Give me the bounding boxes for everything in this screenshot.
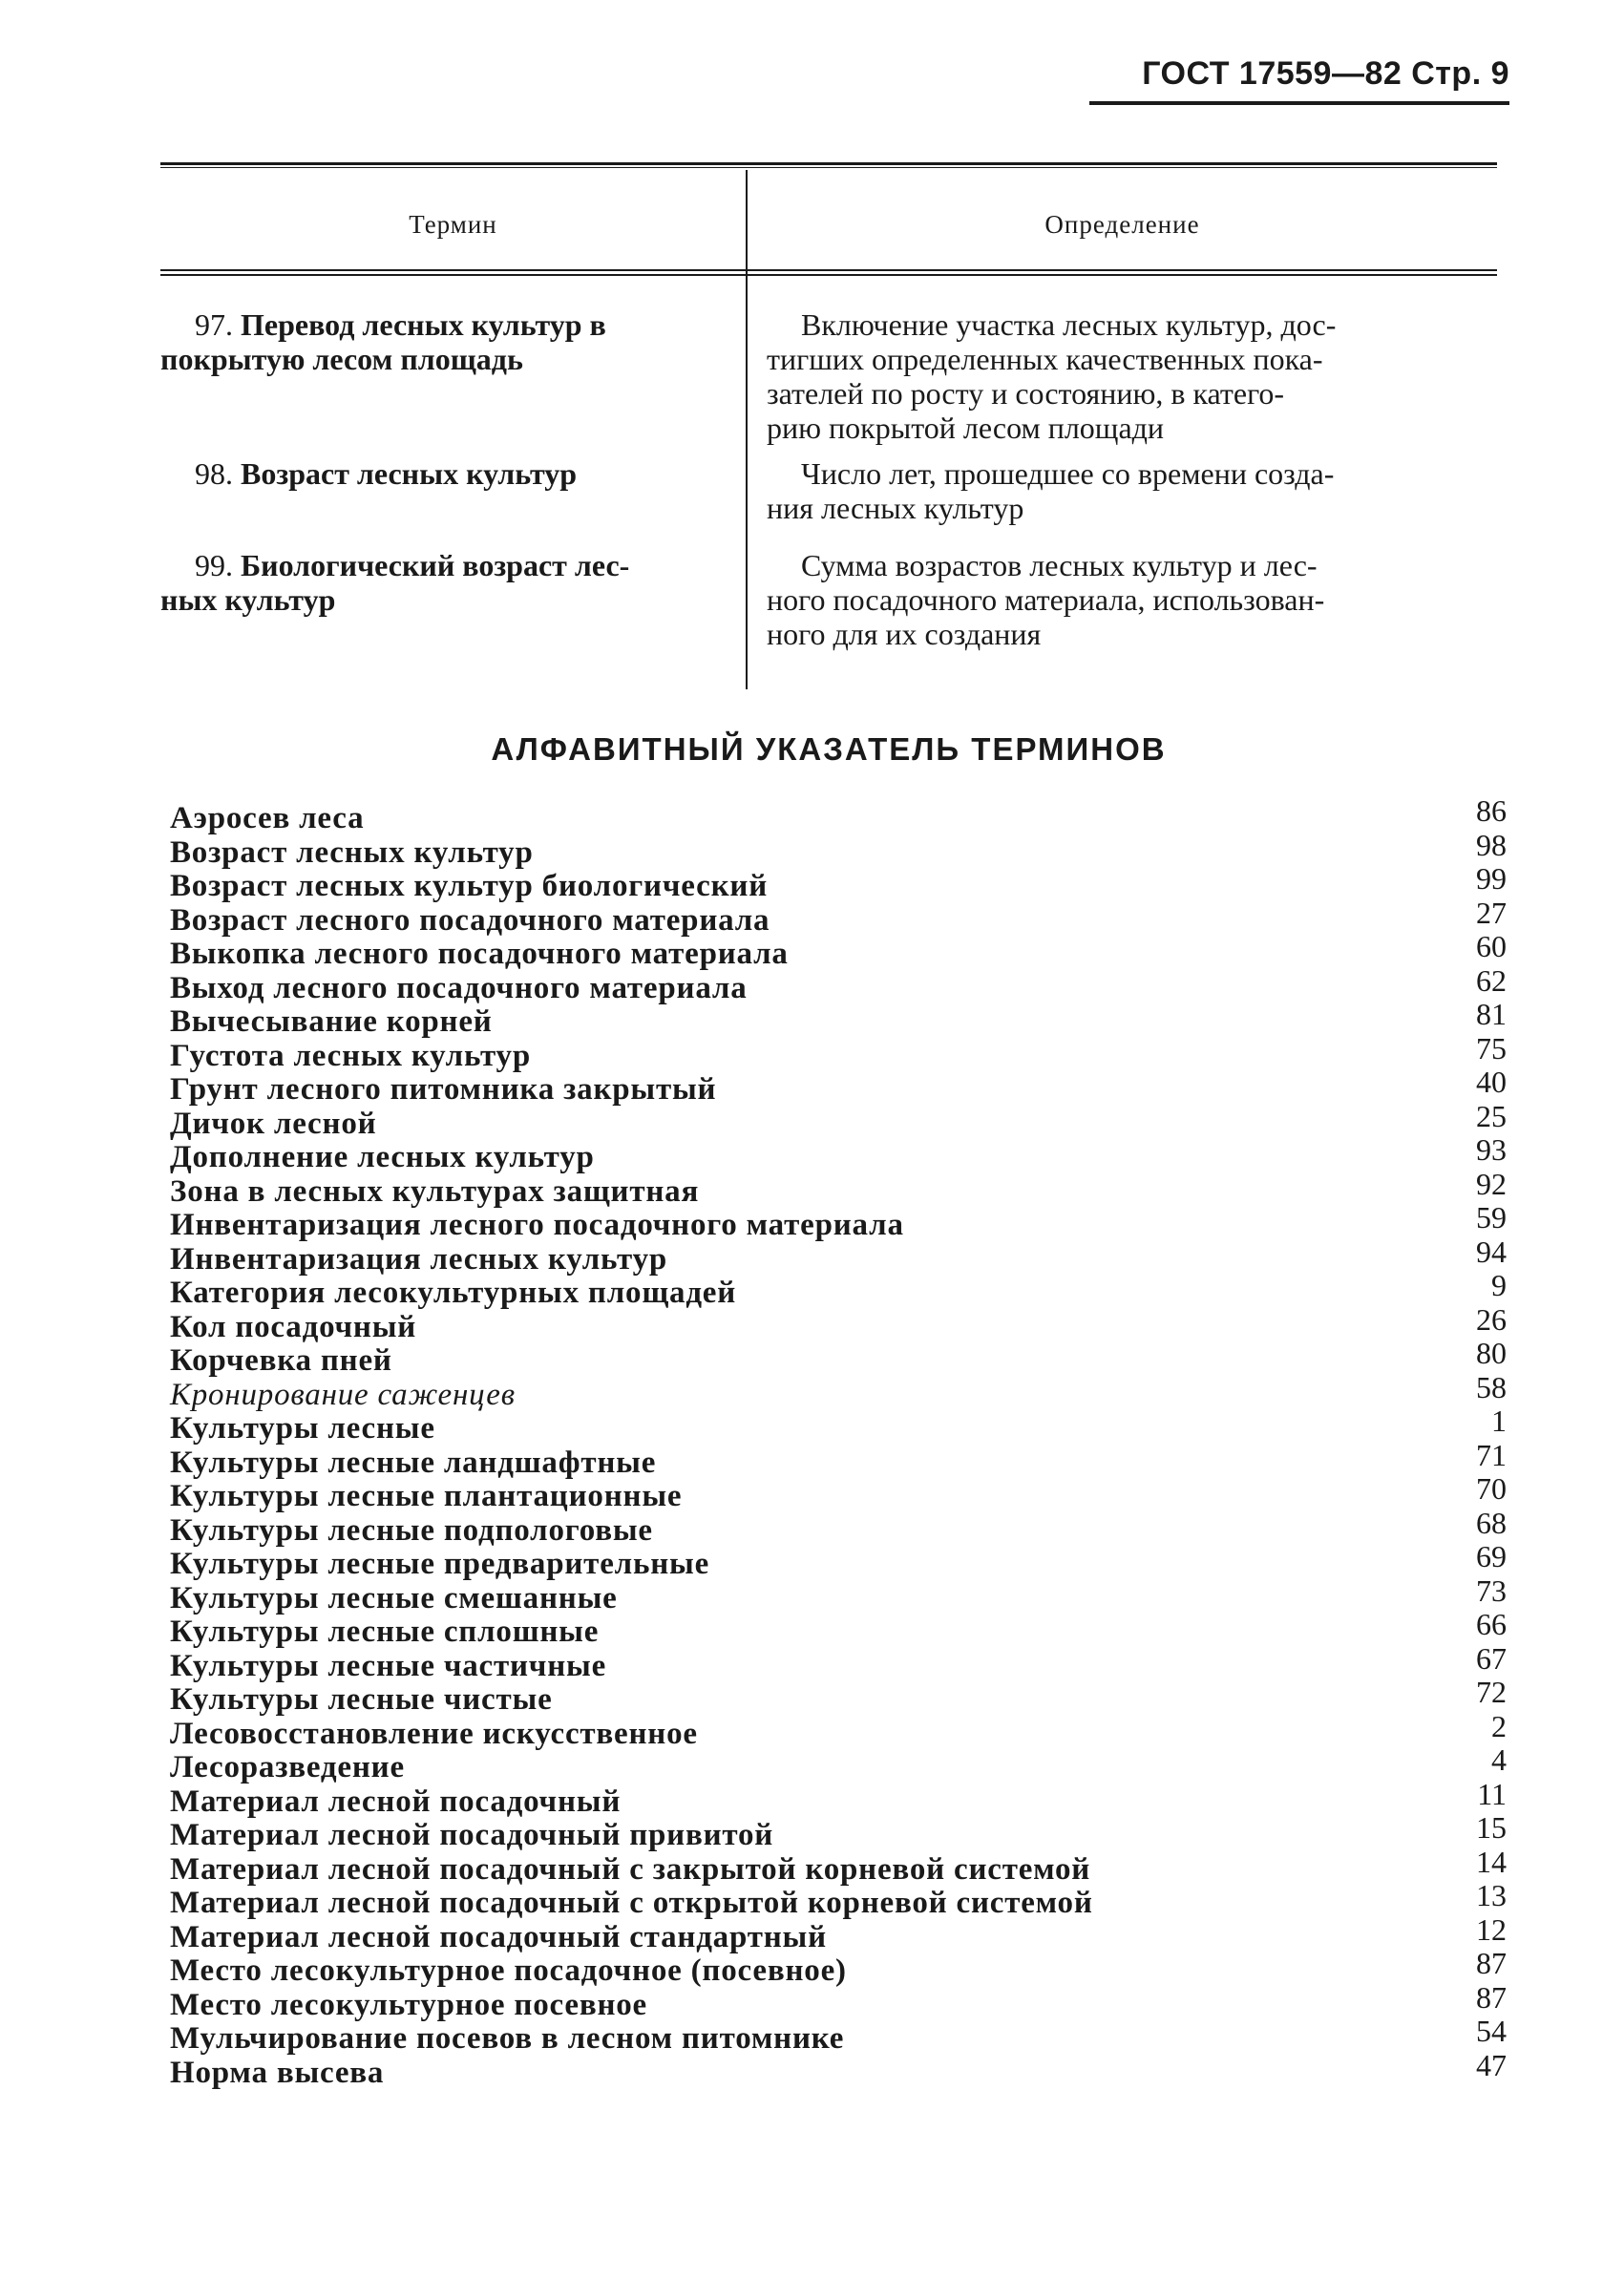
index-entry <box>170 1471 1507 1514</box>
term-text-cont: покрытую лесом площадь <box>160 342 523 376</box>
index-term-number: 4 <box>1491 1742 1507 1777</box>
index-entry <box>170 1301 1507 1345</box>
index-term: Лесоразведение <box>170 1750 405 1784</box>
column-header-term: Термин <box>409 210 497 239</box>
index-term-number: 94 <box>1476 1234 1507 1269</box>
term-cell <box>160 456 724 491</box>
page-header <box>1089 55 1509 105</box>
index-term-number: 11 <box>1477 1776 1507 1811</box>
index-entry <box>170 1437 1507 1481</box>
index-term-number: 70 <box>1476 1471 1507 1506</box>
index-entry <box>170 1742 1507 1785</box>
index-term-number: 59 <box>1476 1200 1507 1235</box>
index-term-number: 47 <box>1476 2047 1507 2082</box>
index-term-number: 98 <box>1476 827 1507 862</box>
index-term-number: 93 <box>1476 1132 1507 1167</box>
index-term: Культуры лесные частичные <box>170 1648 607 1683</box>
index-term-number: 86 <box>1476 793 1507 828</box>
index-term: Возраст лесных культур биологический <box>170 869 769 903</box>
index-term: Культуры лесные ландшафтные <box>170 1445 657 1480</box>
index-entry <box>170 1844 1507 1888</box>
index-entry <box>170 1946 1507 1989</box>
index-entry <box>170 1539 1507 1582</box>
index-entry <box>170 1234 1507 1277</box>
term-text-cont: ных культур <box>160 582 336 617</box>
index-term-number: 68 <box>1476 1505 1507 1540</box>
index-term-number: 27 <box>1476 895 1507 930</box>
term-number: 98. <box>195 456 233 491</box>
definition-line: Сумма возрастов лесных культур и лес- <box>801 548 1318 582</box>
index-term: Возраст лесного посадочного материала <box>170 902 770 938</box>
definition-line: ного посадочного материала, использован- <box>767 582 1325 617</box>
index-term: Выкопка лесного посадочного материала <box>170 937 789 971</box>
index-term: Вычесывание корней <box>170 1004 493 1039</box>
index-term-number: 71 <box>1476 1437 1507 1472</box>
index-term-number: 12 <box>1476 1911 1507 1947</box>
index-term: Дичок лесной <box>170 1106 377 1141</box>
index-entry <box>170 1911 1507 1955</box>
index-term: Выход лесного посадочного материала <box>170 970 748 1005</box>
index-term-number: 75 <box>1476 1030 1507 1066</box>
index-term: Культуры лесные <box>170 1411 435 1446</box>
index-term-number: 40 <box>1476 1065 1507 1099</box>
index-term-number: 73 <box>1476 1573 1507 1608</box>
index-term-number: 66 <box>1476 1607 1507 1641</box>
table-head-rule <box>160 269 1497 276</box>
index-term-number: 92 <box>1476 1166 1507 1201</box>
index-term-number: 87 <box>1476 1979 1507 2015</box>
index-term-number: 99 <box>1476 861 1507 896</box>
term-text: Перевод лесных культур в <box>241 307 606 342</box>
index-entry <box>170 1675 1507 1718</box>
index-entry <box>170 1708 1507 1752</box>
definition-cell <box>767 548 1492 651</box>
definition-line: ного для их создания <box>767 617 1042 651</box>
index-entry <box>170 1132 1507 1175</box>
index-entry <box>170 929 1507 972</box>
index-term-number: 80 <box>1476 1336 1507 1370</box>
index-term: Густота лесных культур <box>170 1038 531 1073</box>
index-term: Дополнение лесных культур <box>170 1140 595 1174</box>
index-term: Культуры лесные сплошные <box>170 1615 600 1649</box>
definition-cell <box>767 307 1492 445</box>
index-term-number: 87 <box>1476 1946 1507 1980</box>
index-term-number: 58 <box>1476 1369 1507 1404</box>
index-term-number: 26 <box>1476 1301 1507 1337</box>
index-entry <box>170 827 1507 871</box>
term-cell <box>160 307 724 376</box>
index-entry <box>170 1268 1507 1311</box>
term-text: Биологический возраст лес- <box>241 548 630 582</box>
index-term-number: 62 <box>1476 962 1507 998</box>
index-entry <box>170 1369 1507 1413</box>
index-term-number: 15 <box>1476 1810 1507 1845</box>
index-entry <box>170 2047 1507 2091</box>
index-entry <box>170 1505 1507 1549</box>
column-header-definition: Определение <box>1044 210 1200 239</box>
definition-line: рию покрытой лесом площади <box>767 411 1165 445</box>
definition-cell <box>767 456 1492 525</box>
index-term: Возраст лесных культур <box>170 834 534 870</box>
term-cell <box>160 548 724 617</box>
definition-line: Число лет, прошедшее со времени созда- <box>801 456 1335 491</box>
index-entry <box>170 1200 1507 1243</box>
term-text: Возраст лесных культур <box>241 456 578 491</box>
index-term-number: 67 <box>1476 1640 1507 1676</box>
index-term: Культуры лесные плантационные <box>170 1479 683 1513</box>
index-term-number: 14 <box>1476 1844 1507 1879</box>
index-term: Норма высева <box>170 2055 385 2090</box>
index-term: Инвентаризация лесного посадочного материала <box>170 1208 904 1242</box>
index-term: Культуры лесные смешанные <box>170 1580 618 1615</box>
index-term-number: 69 <box>1476 1539 1507 1573</box>
page-header-text: ГОСТ 17559—82 Стр. 9 <box>1142 55 1509 92</box>
index-term-number: 1 <box>1491 1404 1507 1438</box>
index-entry <box>170 1030 1507 1074</box>
index-entry <box>170 1607 1507 1650</box>
index-term: Аэросев леса <box>170 801 365 835</box>
index-entry <box>170 1878 1507 1921</box>
index-term-number: 2 <box>1491 1708 1507 1743</box>
index-term: Зона в лесных культурах защитная <box>170 1173 700 1209</box>
index-term: Культуры лесные чистые <box>170 1682 553 1717</box>
index-entry <box>170 1065 1507 1108</box>
index-entry <box>170 895 1507 939</box>
index-entry <box>170 1810 1507 1853</box>
index-entry <box>170 1098 1507 1142</box>
index-entry <box>170 997 1507 1040</box>
index-term: Материал лесной посадочный <box>170 1784 622 1819</box>
index-term: Мульчирование посевов в лесном питомнике <box>170 2021 845 2056</box>
header-rule <box>1089 101 1509 105</box>
index-term-number: 25 <box>1476 1098 1507 1133</box>
definition-line: ния лесных культур <box>767 491 1024 525</box>
term-number: 99. <box>195 548 233 582</box>
index-entry <box>170 1640 1507 1684</box>
index-entry <box>170 1336 1507 1379</box>
index-entry <box>170 793 1507 836</box>
index-term: Категория лесокультурных площадей <box>170 1276 737 1310</box>
index-entry <box>170 962 1507 1006</box>
table-column-divider <box>746 170 748 689</box>
index-term: Кронирование саженцев <box>170 1377 516 1412</box>
index-term: Культуры лесные подпологовые <box>170 1512 653 1548</box>
index-entry <box>170 2014 1507 2057</box>
index-entry <box>170 1166 1507 1210</box>
index-list <box>170 793 1507 2090</box>
index-term-number: 60 <box>1476 929 1507 963</box>
terms-table <box>160 162 1497 689</box>
index-term-number: 81 <box>1476 997 1507 1031</box>
index-term: Грунт лесного питомника закрытый <box>170 1072 717 1107</box>
definition-line: тигших определенных качественных пока- <box>767 342 1323 376</box>
index-title: АЛФАВИТНЫЙ УКАЗАТЕЛЬ ТЕРМИНОВ <box>491 731 1167 767</box>
index-term: Лесовосстановление искусственное <box>170 1716 698 1751</box>
index-term: Кол посадочный <box>170 1309 417 1344</box>
index-term-number: 9 <box>1491 1268 1507 1302</box>
index-term: Корчевка пней <box>170 1343 392 1378</box>
table-top-rule <box>160 162 1497 168</box>
definition-line: Включение участка лесных культур, дос- <box>801 307 1337 342</box>
index-term: Материал лесной посадочный привитой <box>170 1818 774 1852</box>
index-entry <box>170 861 1507 904</box>
index-term-number: 54 <box>1476 2014 1507 2048</box>
index-term-number: 72 <box>1476 1675 1507 1709</box>
term-number: 97. <box>195 307 233 342</box>
index-entry <box>170 1404 1507 1446</box>
index-term-number: 13 <box>1476 1878 1507 1912</box>
index-term: Место лесокультурное посадочное (посевное) <box>170 1953 847 1988</box>
index-term: Материал лесной посадочный с открытой корневой системой <box>170 1886 1093 1920</box>
index-term: Инвентаризация лесных культур <box>170 1241 668 1277</box>
definition-line: зателей по росту и состоянию, в катего- <box>767 376 1285 411</box>
index-term: Материал лесной посадочный стандартный <box>170 1919 827 1954</box>
index-entry <box>170 1573 1507 1616</box>
index-entry <box>170 1979 1507 2023</box>
index-entry <box>170 1776 1507 1820</box>
index-term: Место лесокультурное посевное <box>170 1987 648 2022</box>
index-term: Материал лесной посадочный с закрытой корневой системой <box>170 1851 1091 1887</box>
index-term: Культуры лесные предварительные <box>170 1547 710 1581</box>
